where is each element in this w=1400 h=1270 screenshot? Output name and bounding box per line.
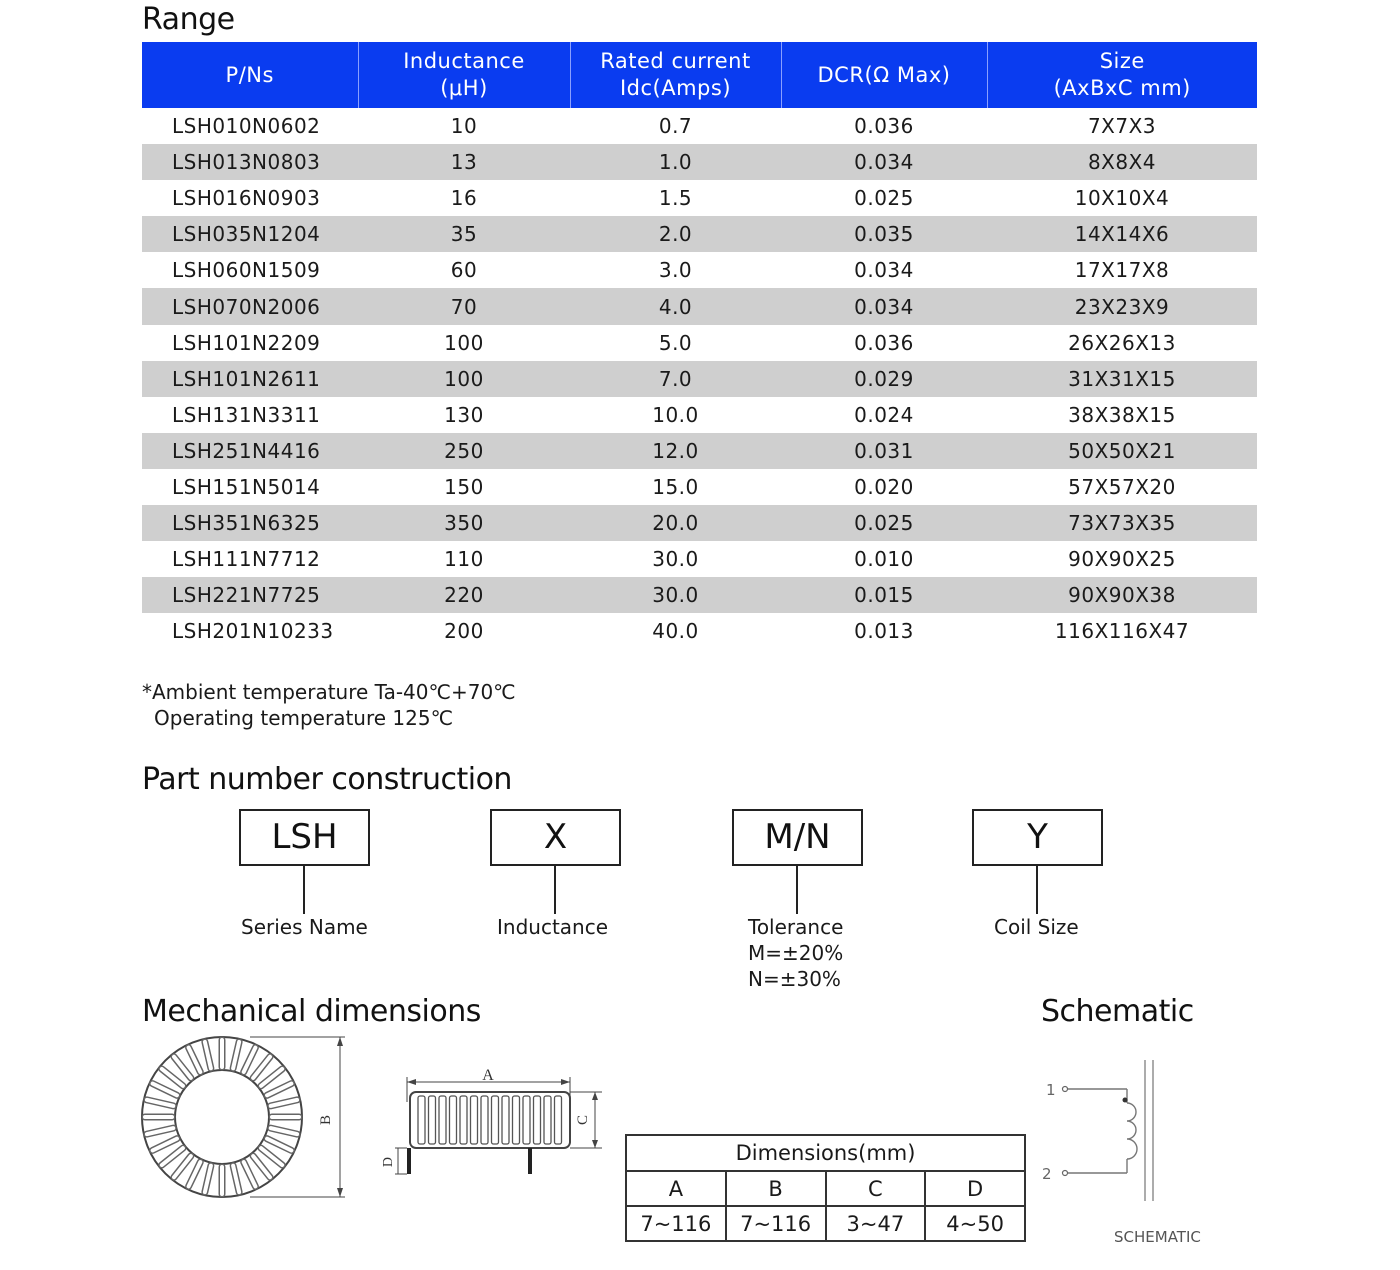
cell-part-number: LSH151N5014 bbox=[172, 474, 321, 499]
cell-inductance: 150 bbox=[444, 474, 484, 499]
cell-part-number: LSH060N1509 bbox=[172, 258, 321, 283]
cell-inductance: 110 bbox=[444, 547, 484, 572]
cell-part-number: LSH351N6325 bbox=[142, 505, 358, 541]
cell-size: 50X50X21 bbox=[987, 433, 1257, 469]
cell-inductance: 10 bbox=[450, 114, 478, 139]
schematic-pin-1: 1 bbox=[1046, 1081, 1056, 1099]
cell-dcr: 0.034 bbox=[781, 144, 987, 180]
cell-rated-current: 1.0 bbox=[570, 144, 781, 180]
pn-box-inductance: X bbox=[490, 809, 621, 866]
table-row bbox=[142, 216, 1257, 252]
table-row bbox=[142, 541, 1257, 577]
table-row bbox=[142, 252, 1257, 288]
cell-dcr: 0.025 bbox=[781, 505, 987, 541]
cell-inductance: 350 bbox=[358, 505, 570, 541]
pn-label-series: Series Name bbox=[241, 915, 368, 939]
cell-dcr: 0.034 bbox=[854, 258, 914, 283]
range-table bbox=[142, 42, 1257, 649]
cell-part-number: LSH101N2209 bbox=[172, 330, 321, 355]
pn-label-inductance: Inductance bbox=[497, 915, 609, 939]
col-header-inductance: Inductance (μH) bbox=[358, 42, 570, 108]
pn-connector-inductance bbox=[554, 866, 556, 914]
cell-inductance: 60 bbox=[450, 258, 478, 283]
table-row bbox=[142, 505, 1257, 541]
table-row bbox=[142, 577, 1257, 613]
table-row bbox=[142, 288, 1257, 324]
cell-part-number: LSH221N7725 bbox=[142, 577, 358, 613]
pn-label-tolerance: Tolerance M=±20% N=±30% bbox=[748, 915, 844, 991]
cell-inductance: 100 bbox=[444, 330, 484, 355]
cell-size: 73X73X35 bbox=[987, 505, 1257, 541]
cell-size: 90X90X38 bbox=[987, 577, 1257, 613]
cell-part-number: LSH111N7712 bbox=[172, 547, 321, 572]
cell-rated-current: 10.0 bbox=[652, 402, 699, 427]
cell-inductance: 16 bbox=[450, 186, 478, 211]
cell-part-number: LSH035N1204 bbox=[142, 216, 358, 252]
cell-size: 23X23X9 bbox=[987, 288, 1257, 324]
col-header-size: Size (AxBxC mm) bbox=[987, 42, 1257, 108]
dimensions-value-a: 7~116 bbox=[626, 1206, 726, 1241]
range-heading: Range bbox=[142, 2, 235, 37]
cell-rated-current: 12.0 bbox=[570, 433, 781, 469]
cell-rated-current: 15.0 bbox=[652, 474, 699, 499]
schematic-drawing bbox=[1035, 1055, 1165, 1205]
part-number-heading: Part number construction bbox=[142, 762, 512, 797]
cell-rated-current: 4.0 bbox=[570, 288, 781, 324]
dimensions-table-title: Dimensions(mm) bbox=[626, 1135, 1025, 1171]
cell-rated-current: 20.0 bbox=[570, 505, 781, 541]
schematic-heading: Schematic bbox=[1041, 994, 1194, 1029]
dimension-label-b: B bbox=[318, 1114, 334, 1126]
mechanical-heading: Mechanical dimensions bbox=[142, 994, 481, 1029]
pn-label-coil-size: Coil Size bbox=[994, 915, 1079, 939]
cell-inductance: 35 bbox=[358, 216, 570, 252]
cell-part-number: LSH201N10233 bbox=[172, 619, 334, 644]
ambient-temperature-note: *Ambient temperature Ta-40℃+70℃ bbox=[142, 680, 516, 704]
tolerance-option-n: N=±30% bbox=[748, 967, 841, 991]
cell-part-number: LSH010N0602 bbox=[172, 114, 321, 139]
cell-part-number: LSH101N2611 bbox=[142, 361, 358, 397]
table-row bbox=[142, 397, 1257, 433]
table-row bbox=[142, 144, 1257, 180]
cell-dcr: 0.029 bbox=[781, 361, 987, 397]
col-header-rated-current: Rated current Idc(Amps) bbox=[570, 42, 781, 108]
dimensions-value-c: 3~47 bbox=[826, 1206, 926, 1241]
cell-size: 116X116X47 bbox=[1054, 619, 1190, 644]
cell-inductance: 250 bbox=[358, 433, 570, 469]
schematic-caption: SCHEMATIC bbox=[1114, 1228, 1201, 1246]
cell-size: 31X31X15 bbox=[987, 361, 1257, 397]
cell-rated-current: 1.5 bbox=[658, 186, 693, 211]
cell-dcr: 0.010 bbox=[854, 547, 914, 572]
dimension-label-c: C bbox=[575, 1114, 591, 1126]
dimensions-header-a: A bbox=[626, 1171, 726, 1206]
cell-size: 7X7X3 bbox=[1087, 114, 1157, 139]
cell-inductance: 100 bbox=[358, 361, 570, 397]
cell-part-number: LSH131N3311 bbox=[172, 402, 321, 427]
cell-dcr: 0.036 bbox=[854, 114, 914, 139]
cell-rated-current: 7.0 bbox=[570, 361, 781, 397]
cell-size: 57X57X20 bbox=[1068, 474, 1176, 499]
dimensions-table bbox=[625, 1134, 1026, 1242]
dimension-label-d: D bbox=[381, 1156, 396, 1168]
pn-connector-series bbox=[303, 866, 305, 914]
dimensions-header-c: C bbox=[826, 1171, 926, 1206]
table-row bbox=[142, 433, 1257, 469]
cell-size: 17X17X8 bbox=[1074, 258, 1170, 283]
cell-inductance: 13 bbox=[358, 144, 570, 180]
pn-connector-tolerance bbox=[796, 866, 798, 914]
dimensions-value-b: 7~116 bbox=[726, 1206, 826, 1241]
toroid-top-view-drawing bbox=[140, 1032, 355, 1207]
cell-part-number: LSH070N2006 bbox=[142, 288, 358, 324]
cell-rated-current: 3.0 bbox=[658, 258, 693, 283]
cell-dcr: 0.035 bbox=[781, 216, 987, 252]
cell-part-number: LSH013N0803 bbox=[142, 144, 358, 180]
cell-dcr: 0.036 bbox=[854, 330, 914, 355]
cell-part-number: LSH016N0903 bbox=[172, 186, 321, 211]
cell-size: 26X26X13 bbox=[1068, 330, 1176, 355]
toroid-side-view-drawing bbox=[380, 1062, 610, 1182]
cell-rated-current: 0.7 bbox=[658, 114, 693, 139]
table-row bbox=[142, 613, 1257, 649]
cell-rated-current: 2.0 bbox=[570, 216, 781, 252]
cell-dcr: 0.025 bbox=[854, 186, 914, 211]
cell-size: 38X38X15 bbox=[1068, 402, 1176, 427]
cell-size: 14X14X6 bbox=[987, 216, 1257, 252]
col-header-dcr: DCR(Ω Max) bbox=[781, 42, 987, 108]
cell-size: 90X90X25 bbox=[1068, 547, 1176, 572]
pn-box-tolerance: M/N bbox=[732, 809, 863, 866]
table-row bbox=[142, 469, 1257, 505]
table-row bbox=[142, 325, 1257, 361]
dimension-label-a: A bbox=[482, 1067, 494, 1084]
cell-dcr: 0.031 bbox=[781, 433, 987, 469]
cell-rated-current: 40.0 bbox=[652, 619, 699, 644]
cell-rated-current: 5.0 bbox=[658, 330, 693, 355]
pn-box-series: LSH bbox=[239, 809, 370, 866]
col-header-pns: P/Ns bbox=[142, 42, 358, 108]
table-row bbox=[142, 180, 1257, 216]
dimensions-value-d: 4~50 bbox=[925, 1206, 1025, 1241]
pn-connector-coil-size bbox=[1036, 866, 1038, 914]
cell-inductance: 200 bbox=[444, 619, 484, 644]
cell-size: 10X10X4 bbox=[1074, 186, 1170, 211]
table-row bbox=[142, 361, 1257, 397]
range-table-header bbox=[142, 42, 1257, 108]
cell-inductance: 70 bbox=[358, 288, 570, 324]
schematic-pin-2: 2 bbox=[1042, 1165, 1052, 1183]
cell-size: 8X8X4 bbox=[987, 144, 1257, 180]
cell-dcr: 0.013 bbox=[854, 619, 914, 644]
cell-dcr: 0.015 bbox=[781, 577, 987, 613]
dimensions-header-b: B bbox=[726, 1171, 826, 1206]
dimensions-header-d: D bbox=[925, 1171, 1025, 1206]
operating-temperature-note: Operating temperature 125℃ bbox=[154, 706, 454, 730]
table-row bbox=[142, 108, 1257, 144]
cell-inductance: 130 bbox=[444, 402, 484, 427]
cell-dcr: 0.020 bbox=[854, 474, 914, 499]
cell-part-number: LSH251N4416 bbox=[142, 433, 358, 469]
tolerance-option-m: M=±20% bbox=[748, 941, 844, 965]
cell-inductance: 220 bbox=[358, 577, 570, 613]
cell-rated-current: 30.0 bbox=[652, 547, 699, 572]
cell-dcr: 0.024 bbox=[854, 402, 914, 427]
cell-dcr: 0.034 bbox=[781, 288, 987, 324]
cell-rated-current: 30.0 bbox=[570, 577, 781, 613]
range-table-body bbox=[142, 108, 1257, 649]
pn-box-coil-size: Y bbox=[972, 809, 1103, 866]
